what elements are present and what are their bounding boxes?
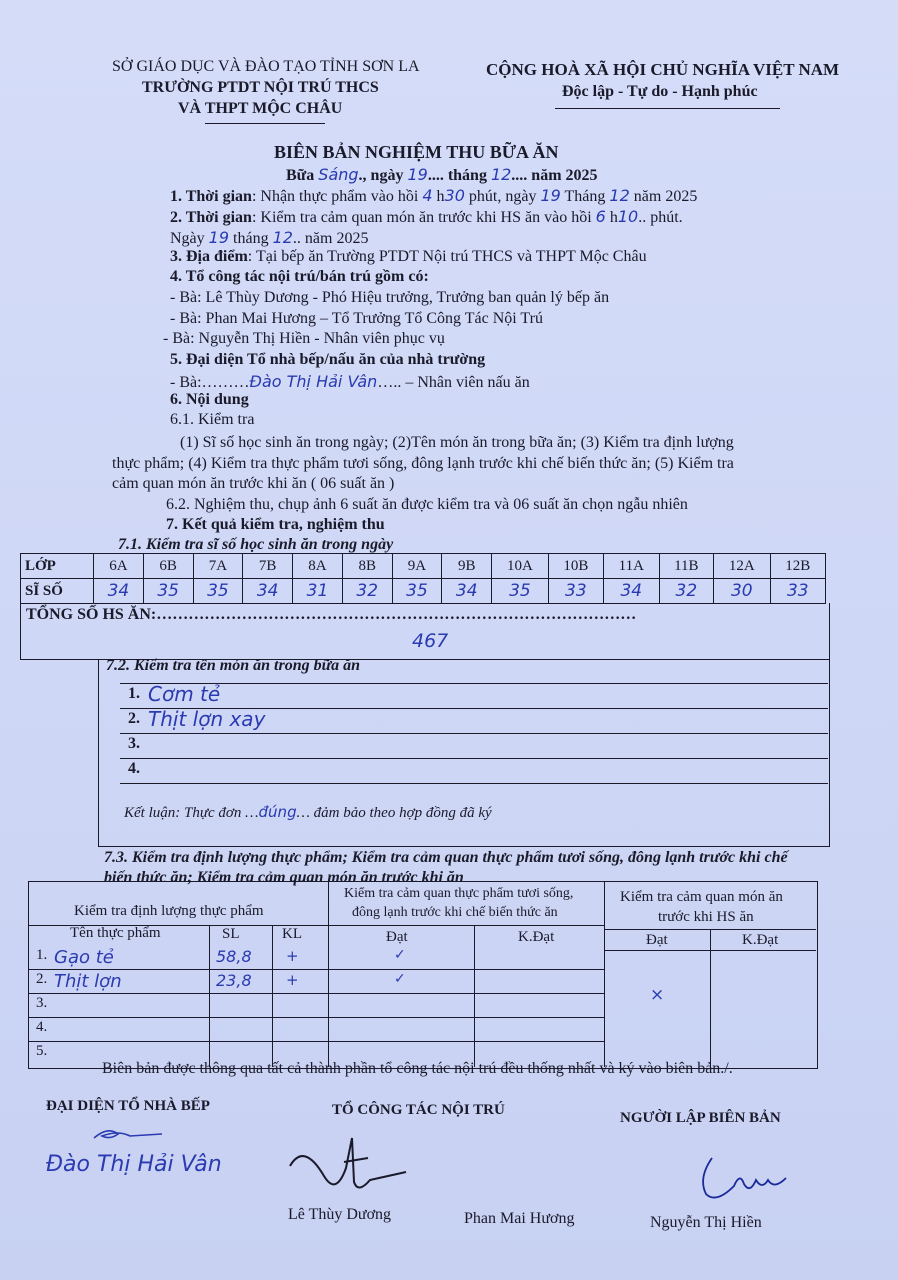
- col-sl: [209, 925, 210, 1067]
- dish-name: Cơm tẻ: [148, 682, 221, 706]
- item-2-day-label: Ngày: [170, 230, 205, 247]
- item-2-day: 19: [208, 228, 230, 247]
- item-1-label: 1. Thời gian: [170, 188, 252, 205]
- count-cell: 31: [293, 579, 343, 604]
- class-cell: 11B: [659, 554, 713, 579]
- class-cell: 9A: [392, 554, 442, 579]
- member-1: - Bà: Lê Thùy Dương - Phó Hiệu trưởng, Trưởng ban quản lý bếp ăn: [170, 289, 610, 306]
- class-cell: 10B: [548, 554, 603, 579]
- col-div-1: [328, 881, 329, 1067]
- s73-title-2: biến thức ăn; Kiểm tra cảm quan món ăn trước khi ăn: [104, 869, 464, 886]
- col-meal-header-2: trước khi HS ăn: [658, 909, 754, 925]
- meal-line: [286, 165, 598, 185]
- class-cell: 10A: [492, 554, 549, 579]
- item-2-month: 12: [272, 228, 293, 247]
- count-cell: 35: [492, 579, 549, 604]
- count-cell: 35: [143, 579, 193, 604]
- count-cell: 34: [603, 579, 659, 604]
- item-1-hour: 4: [422, 186, 433, 205]
- item-1-year: năm 2025: [633, 188, 698, 205]
- class-cell: 11A: [603, 554, 659, 579]
- item-6-para3: cảm quan món ăn trước khi ăn ( 06 suất ăn ): [112, 475, 395, 492]
- h-kdat2: K.Đạt: [742, 932, 779, 948]
- count-cell: 32: [342, 579, 392, 604]
- item-2-month-label: tháng: [233, 230, 269, 247]
- nation-title: CỘNG HOÀ XÃ HỘI CHỦ NGHĨA VIỆT NAM: [486, 60, 840, 79]
- food-name: Gạo tẻ: [54, 947, 114, 968]
- meal-prefix: Bữa: [286, 167, 315, 184]
- item-3: [170, 248, 647, 266]
- attendance-count-row: [21, 579, 826, 604]
- col-fresh-header-2: đông lạnh trước khi chế biến thức ăn: [352, 905, 558, 920]
- h-kl: KL: [282, 926, 302, 942]
- team-label: TỔ CÔNG TÁC NỘI TRÚ: [332, 1102, 505, 1118]
- cook-name: Đào Thị Hải Vân: [249, 372, 378, 391]
- item-1-text: : Nhận thực phẩm vào hồi: [251, 188, 419, 205]
- class-cell: 12A: [714, 554, 771, 579]
- dish-line: [120, 733, 828, 734]
- row-label-count: SĨ SỐ: [21, 579, 94, 604]
- count-cell: 32: [659, 579, 713, 604]
- author-name: Nguyễn Thị Hiền: [650, 1214, 762, 1231]
- item-5-suffix: ….. – Nhân viên nấu ăn: [377, 374, 530, 391]
- meal-value: Sáng: [318, 165, 359, 184]
- item-2: [170, 207, 683, 227]
- dish-name: Thịt lợn xay: [148, 707, 266, 731]
- item-6-2: 6.2. Nghiệm thu, chụp ảnh 6 suất ăn được kiểm tra và 06 suất ăn chọn ngẫu nhiên: [166, 496, 688, 513]
- item-2-hour: 6: [595, 207, 606, 226]
- item-1-h: h: [436, 188, 445, 205]
- food-number: 1.: [36, 947, 48, 963]
- item-5-line: [170, 372, 530, 392]
- s73-title-1: 7.3. Kiểm tra định lượng thực phẩm; Kiểm tra cảm quan thực phẩm tươi sống, đông lạnh trước khi chế: [104, 849, 788, 866]
- item-1-month-label: Tháng: [564, 188, 606, 205]
- document-title: BIÊN BẢN NGHIỆM THU BỮA ĂN: [274, 142, 559, 162]
- class-cell: 8B: [342, 554, 392, 579]
- class-cell: 12B: [770, 554, 825, 579]
- conclusion-suffix: … đảm bảo theo hợp đồng đã ký: [296, 805, 492, 821]
- food-quantity: 58,8: [216, 947, 252, 966]
- food-number: 5.: [36, 1043, 48, 1059]
- dish-line: [120, 783, 828, 784]
- item-6-label: 6. Nội dung: [170, 391, 249, 408]
- s71-title: 7.1. Kiểm tra sĩ số học sinh ăn trong ngày: [118, 536, 394, 553]
- item-2-minute: 10: [617, 207, 639, 226]
- item-2-text: : Kiểm tra cảm quan món ăn trước khi HS ăn vào hồi: [251, 209, 592, 226]
- dish-line: [120, 758, 828, 759]
- meal-day-label: ., ngày: [358, 167, 404, 184]
- attendance-table: [20, 553, 826, 604]
- item-5-prefix: - Bà:………: [170, 374, 250, 391]
- col-meal-header-1: Kiểm tra cảm quan món ăn: [620, 889, 783, 905]
- nation-motto: Độc lập - Tự do - Hạnh phúc: [562, 83, 758, 100]
- count-cell: 34: [94, 579, 144, 604]
- count-cell: 33: [548, 579, 603, 604]
- class-cell: 6B: [143, 554, 193, 579]
- count-cell: 33: [770, 579, 825, 604]
- food-row-line: [28, 1041, 604, 1042]
- food-weight-mark: +: [286, 971, 299, 989]
- team-signer-1: Lê Thùy Dương: [288, 1206, 392, 1223]
- menu-conclusion: [124, 803, 492, 822]
- food-quantity: 23,8: [216, 971, 252, 990]
- item-1-text2: phút, ngày: [468, 188, 537, 205]
- conclusion-value: đúng: [258, 803, 297, 821]
- item-1-day: 19: [540, 186, 561, 205]
- kitchen-rep-label: ĐẠI DIỆN TỔ NHÀ BẾP: [46, 1098, 210, 1114]
- item-2-date: [170, 228, 368, 248]
- member-3: - Bà: Nguyễn Thị Hiền - Nhân viên phục vụ: [163, 330, 445, 347]
- class-cell: 6A: [94, 554, 144, 579]
- item-3-text: : Tại bếp ăn Trường PTDT Nội trú THCS và THPT Mộc Châu: [247, 248, 647, 265]
- class-cell: 7B: [243, 554, 293, 579]
- school-name-line1: TRƯỜNG PTDT NỘI TRÚ THCS: [142, 79, 379, 96]
- dish-number: 4.: [128, 760, 140, 777]
- item-6-para2: thực phẩm; (4) Kiểm tra thực phẩm tươi sống, đông lạnh trước khi chế biến thức ăn; (5) Kiểm tra: [112, 455, 734, 472]
- class-cell: 7A: [193, 554, 243, 579]
- food-number: 3.: [36, 995, 48, 1011]
- h-sl: SL: [222, 926, 240, 942]
- h-dat2: Đạt: [646, 932, 668, 948]
- fresh-pass-mark: ✓: [394, 971, 406, 987]
- item-3-label: 3. Địa điểm: [170, 248, 248, 265]
- footer-note: Biên bản được thông qua tất cả thành phần tổ công tác nội trú đều thống nhất và ký vào biên bản./.: [102, 1060, 733, 1077]
- col-kdat2: [710, 929, 711, 1067]
- header-right-underline: [555, 108, 780, 109]
- food-weight-mark: +: [286, 947, 299, 965]
- ministry-name: SỞ GIÁO DỤC VÀ ĐÀO TẠO TỈNH SƠN LA: [112, 58, 420, 75]
- count-cell: 35: [392, 579, 442, 604]
- count-cell: 34: [243, 579, 293, 604]
- item-2-h: h: [609, 209, 618, 226]
- total-value: 467: [412, 630, 449, 652]
- meal-year: .... năm 2025: [511, 167, 598, 184]
- kitchen-signed-name: Đào Thị Hải Vân: [46, 1152, 222, 1177]
- s72-title: 7.2. Kiểm tra tên món ăn trong bữa ăn: [106, 657, 361, 674]
- conclusion-prefix: Kết luận: Thực đơn …: [124, 805, 259, 821]
- meal-month: 12: [490, 165, 512, 184]
- member-2: - Bà: Phan Mai Hương – Tổ Trưởng Tổ Công Tác Nội Trú: [170, 310, 543, 327]
- food-number: 4.: [36, 1019, 48, 1035]
- attendance-class-row: [21, 554, 826, 579]
- meal-check-mark: ×: [650, 985, 665, 1005]
- col-div-2: [604, 881, 605, 1067]
- h-name: Tên thực phẩm: [70, 925, 161, 941]
- item-2-label: 2. Thời gian: [170, 209, 252, 226]
- food-name: Thịt lợn: [54, 971, 122, 992]
- meal-month-label: .... tháng: [427, 167, 487, 184]
- dish-number: 2.: [128, 710, 140, 727]
- author-label: NGƯỜI LẬP BIÊN BẢN: [620, 1110, 781, 1126]
- col-kdat: [474, 925, 475, 1067]
- fresh-pass-mark: ✓: [394, 947, 406, 963]
- item-1-month: 12: [609, 186, 630, 205]
- total-label: TỔNG SỐ HS ĂN:………………………………………………………………………………: [26, 606, 637, 623]
- item-6-1: 6.1. Kiểm tra: [170, 411, 255, 428]
- count-cell: 34: [442, 579, 492, 604]
- food-row-line: [28, 969, 604, 970]
- author-signature: [694, 1150, 804, 1210]
- col-fresh-header-1: Kiểm tra cảm quan thực phẩm tươi sống,: [344, 886, 574, 901]
- food-row-line: [28, 993, 604, 994]
- menu-line-0: [120, 683, 828, 684]
- header-left-underline: [205, 123, 325, 124]
- item-4-label: 4. Tổ công tác nội trú/bán trú gồm có:: [170, 268, 429, 285]
- item-1-minute: 30: [444, 186, 465, 205]
- meal-day: 19: [407, 165, 428, 184]
- school-name-line2: VÀ THPT MỘC CHÂU: [178, 100, 343, 117]
- count-cell: 35: [193, 579, 243, 604]
- item-1: [170, 186, 697, 206]
- food-number: 2.: [36, 971, 48, 987]
- team-signer-2: Phan Mai Hương: [464, 1210, 575, 1227]
- dish-number: 1.: [128, 685, 140, 702]
- count-cell: 30: [714, 579, 771, 604]
- kitchen-signature: [88, 1122, 168, 1146]
- food-row-line: [28, 1017, 604, 1018]
- item-5-label: 5. Đại diện Tổ nhà bếp/nấu ăn của nhà trường: [170, 351, 486, 368]
- team-signature: [284, 1132, 424, 1212]
- item-2-year: .. năm 2025: [292, 230, 369, 247]
- row-label-class: LỚP: [21, 554, 94, 579]
- col-kl: [272, 925, 273, 1067]
- class-cell: 8A: [293, 554, 343, 579]
- dish-number: 3.: [128, 735, 140, 752]
- item-2-text2: .. phút.: [638, 209, 683, 226]
- h-kdat: K.Đạt: [518, 929, 555, 945]
- item-6-para1: (1) Sĩ số học sinh ăn trong ngày; (2)Tên món ăn trong bữa ăn; (3) Kiểm tra định lượng: [180, 434, 734, 451]
- item-7-label: 7. Kết quả kiểm tra, nghiệm thu: [166, 516, 385, 533]
- h-dat: Đạt: [386, 929, 408, 945]
- col-quant-header: Kiểm tra định lượng thực phẩm: [74, 903, 264, 919]
- class-cell: 9B: [442, 554, 492, 579]
